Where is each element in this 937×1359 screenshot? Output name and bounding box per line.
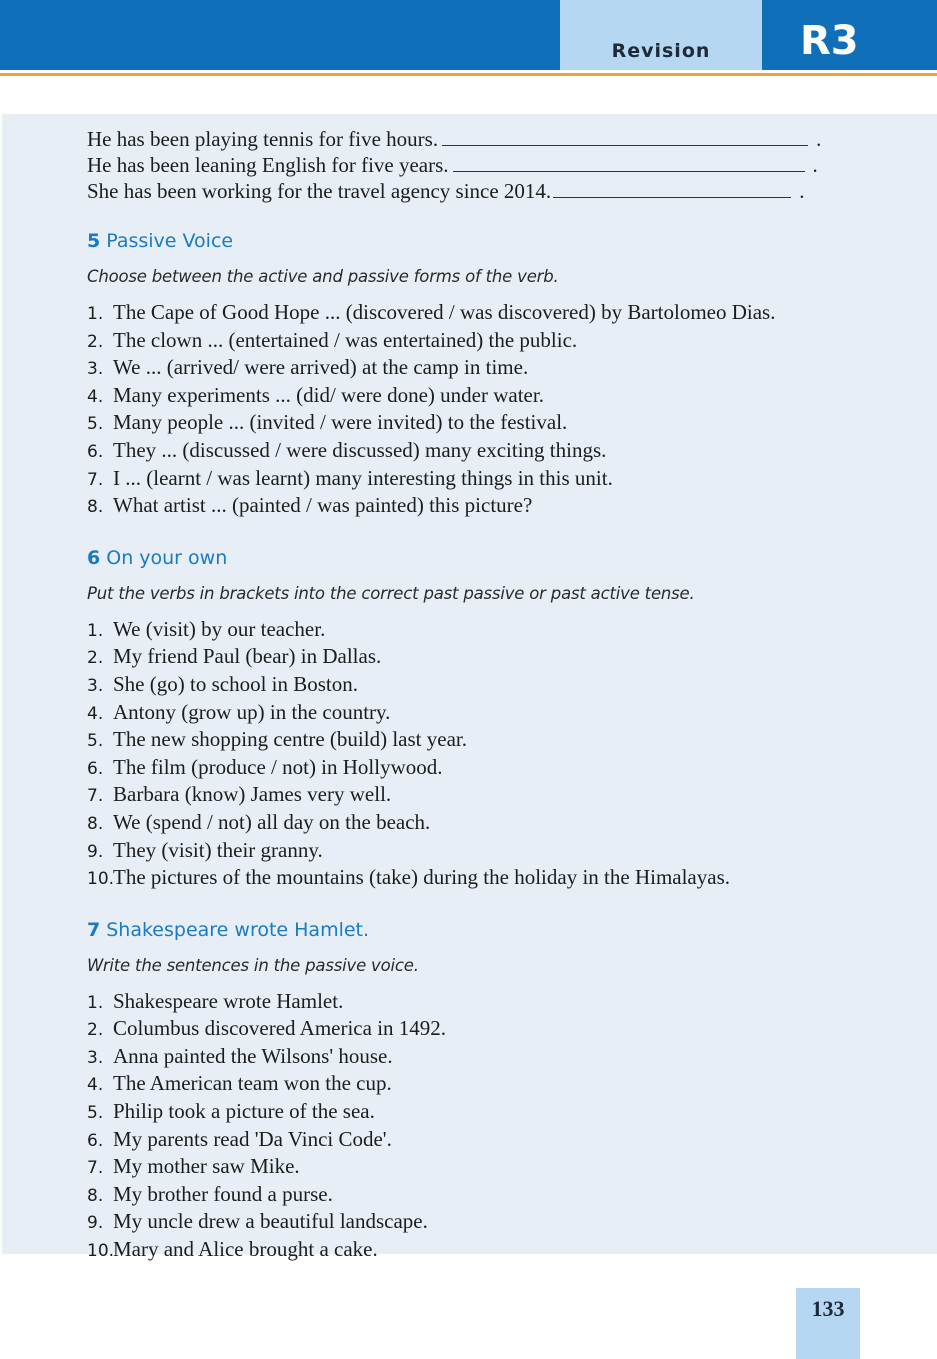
list-item — [87, 810, 877, 838]
list-item — [87, 410, 877, 438]
list-item — [87, 328, 877, 356]
item-text: Mary and Alice brought a cake. — [113, 1237, 378, 1262]
unit-code: R3 — [800, 18, 859, 64]
list-item — [87, 1071, 877, 1099]
section-heading: Passive Voice — [106, 230, 234, 252]
answer-blank[interactable] — [553, 179, 791, 198]
item-number: 9. — [87, 841, 104, 862]
list-item — [87, 493, 877, 521]
item-number: 2. — [87, 1020, 104, 1041]
list-item — [87, 644, 877, 672]
section-7-instruction: Write the sentences in the passive voice. — [87, 955, 419, 975]
list-item — [87, 838, 877, 866]
list-item — [87, 617, 877, 645]
item-number: 1. — [87, 620, 104, 641]
list-item — [87, 989, 877, 1017]
list-item — [87, 755, 877, 783]
item-number: 6. — [87, 1130, 104, 1151]
intro-line — [87, 178, 877, 204]
item-text: My brother found a purse. — [113, 1181, 333, 1206]
item-number: 1. — [87, 992, 104, 1013]
intro-line — [87, 126, 877, 152]
item-text: We (visit) by our teacher. — [113, 616, 326, 641]
list-item — [87, 1099, 877, 1127]
item-text: My uncle drew a beautiful landscape. — [113, 1209, 428, 1234]
item-number: 9. — [87, 1213, 104, 1234]
list-item — [87, 700, 877, 728]
item-text: The Cape of Good Hope ... (discovered / was discovered) by Bartolomeo Dias. — [113, 300, 776, 324]
item-text: Columbus discovered America in 1492. — [113, 1016, 447, 1041]
revision-label: Revision — [611, 40, 711, 62]
header-bar — [0, 0, 560, 70]
list-item — [87, 383, 877, 411]
section-5-title — [87, 226, 877, 256]
item-number: 7. — [87, 469, 104, 490]
item-number: 7. — [87, 1158, 104, 1179]
section-7-title — [87, 915, 877, 945]
list-item — [87, 727, 877, 755]
intro-text: He has been playing tennis for five hours. — [87, 127, 439, 151]
item-number: 10. — [87, 869, 115, 890]
list-item — [87, 1182, 877, 1210]
item-text: The pictures of the mountains (take) during the holiday in the Himalayas. — [113, 865, 730, 890]
line-end: . — [799, 179, 805, 203]
item-text: Anna painted the Wilsons' house. — [113, 1043, 393, 1068]
item-text: They (visit) their granny. — [113, 837, 323, 862]
list-item — [87, 355, 877, 383]
list-item — [87, 1127, 877, 1155]
answer-blank[interactable] — [453, 153, 805, 172]
list-item — [87, 1044, 877, 1072]
page-number: 133 — [811, 1296, 845, 1321]
item-text: My mother saw Mike. — [113, 1154, 300, 1179]
item-text: Many people ... (invited / were invited) to the festival. — [113, 410, 568, 435]
section-6-instruction: Put the verbs in brackets into the correct past passive or past active tense. — [87, 583, 695, 603]
item-number: 1. — [87, 304, 104, 324]
item-number: 5. — [87, 731, 104, 752]
section-number: 5 — [87, 230, 101, 252]
list-item — [87, 1237, 877, 1265]
item-number: 6. — [87, 758, 104, 779]
item-text: We ... (arrived/ were arrived) at the camp in time. — [113, 355, 529, 380]
item-number: 7. — [87, 786, 104, 807]
item-number: 2. — [87, 648, 104, 669]
page-header — [0, 0, 937, 80]
item-text: The film (produce / not) in Hollywood. — [113, 754, 443, 779]
item-number: 3. — [87, 675, 104, 696]
section-7-list — [87, 989, 877, 1265]
section-5-list — [87, 300, 877, 521]
list-item — [87, 782, 877, 810]
item-number: 10. — [87, 1241, 115, 1262]
answer-blank[interactable] — [442, 127, 808, 146]
item-text: Many experiments ... (did/ were done) under water. — [113, 382, 544, 407]
section-heading: Shakespeare wrote Hamlet. — [106, 918, 370, 941]
item-number: 4. — [87, 386, 104, 407]
item-number: 6. — [87, 441, 104, 462]
intro-line — [87, 152, 877, 178]
item-number: 2. — [87, 331, 104, 352]
item-number: 4. — [87, 1075, 104, 1096]
section-heading: On your own — [106, 546, 228, 569]
section-5-instruction: Choose between the active and passive forms of the verb. — [87, 267, 559, 286]
line-end: . — [816, 127, 822, 151]
list-item — [87, 672, 877, 700]
item-number: 8. — [87, 1185, 104, 1206]
item-number: 5. — [87, 414, 104, 435]
item-text: I ... (learnt / was learnt) many interesting things in this unit. — [113, 465, 613, 490]
list-item — [87, 300, 877, 328]
item-text: Shakespeare wrote Hamlet. — [113, 988, 344, 1013]
item-text: What artist ... (painted / was painted) this picture? — [113, 493, 533, 518]
item-text: They ... (discussed / were discussed) many exciting things. — [113, 437, 607, 462]
item-number: 3. — [87, 359, 104, 380]
item-text: Barbara (know) James very well. — [113, 782, 392, 807]
item-text: The new shopping centre (build) last year. — [113, 727, 467, 752]
item-number: 5. — [87, 1103, 104, 1124]
item-number: 4. — [87, 703, 104, 724]
item-number: 8. — [87, 813, 104, 834]
intro-text: She has been working for the travel agency since 2014. — [87, 179, 552, 203]
item-text: Antony (grow up) in the country. — [113, 699, 391, 724]
item-number: 8. — [87, 497, 104, 518]
section-6-list — [87, 617, 877, 893]
list-item — [87, 466, 877, 494]
intro-text: He has been leaning English for five years. — [87, 153, 449, 177]
item-text: She (go) to school in Boston. — [113, 671, 358, 696]
list-item — [87, 865, 877, 893]
list-item — [87, 1016, 877, 1044]
list-item — [87, 1154, 877, 1182]
section-number: 7 — [87, 918, 101, 941]
list-item — [87, 1209, 877, 1237]
line-end: . — [812, 153, 818, 177]
list-item — [87, 438, 877, 466]
item-text: My parents read 'Da Vinci Code'. — [113, 1126, 392, 1151]
item-text: Philip took a picture of the sea. — [113, 1099, 375, 1124]
section-number: 6 — [87, 546, 101, 569]
exercise-content — [87, 126, 877, 1265]
item-number: 3. — [87, 1047, 104, 1068]
header-rule — [0, 73, 937, 76]
item-text: The clown ... (entertained / was entertained) the public. — [113, 327, 578, 352]
item-text: The American team won the cup. — [113, 1071, 392, 1096]
section-6-title — [87, 543, 877, 573]
item-text: My friend Paul (bear) in Dallas. — [113, 644, 382, 669]
item-text: We (spend / not) all day on the beach. — [113, 809, 431, 834]
